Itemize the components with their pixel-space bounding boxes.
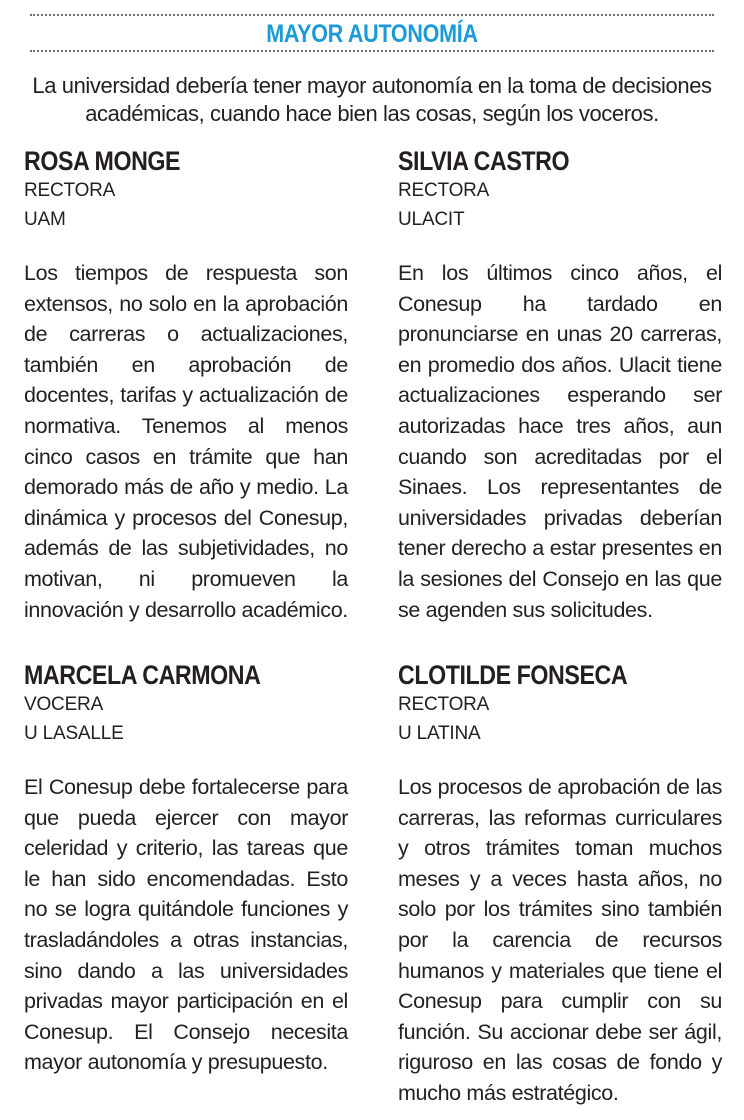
spokesperson-name: MARCELA CARMONA [24,660,261,690]
spokesperson-card [398,146,722,625]
spokesperson-card [24,660,348,1078]
spokesperson-institution: U LASALLE [24,723,124,744]
spokesperson-institution: U LATINA [398,723,481,744]
intro-text: La universidad debería tener mayor autonomía en la toma de decisiones académicas, cuando hace bien las cosas, según los voceros. [32,73,712,126]
spokesperson-role: RECTORA [398,694,490,715]
spokesperson-institution: UAM [24,209,66,230]
spokesperson-role: RECTORA [398,180,490,201]
spokesperson-name: ROSA MONGE [24,146,181,176]
spokesperson-quote: Los tiempos de respuesta son extensos, no solo en la aprobación de carreras o actualizaciones, también en aprobación de docentes, tarifas y actualización de normativa. Tenemos al menos cinco casos en trámite que han demorado más de año y medio. La dinámica y procesos del Conesup, además de las subjetividades, no motivan, ni promueven la innovación y desarrollo académico. [24,261,348,622]
spokesperson-name: CLOTILDE FONSECA [398,660,628,690]
spokesperson-institution: ULACIT [398,209,465,230]
dotted-rule-bottom [30,50,714,52]
spokesperson-quote: Los procesos de aprobación de las carreras, las reformas curriculares y otros trámites toman muchos meses y a veces hasta años, no solo por los trámites sino también por la carencia de recursos humanos y materiales que tiene el Conesup para cumplir con su función. Su accionar debe ser ágil, riguroso en las cosas de fondo y mucho más estratégico. [398,775,722,1105]
section-title: MAYOR AUTONOMÍA [266,20,478,48]
spokesperson-quote: El Conesup debe fortalecerse para que pueda ejercer con mayor celeridad y criterio, las tareas que le han sido encomendadas. Esto no se logra quitándole funciones y trasladándoles a otras instancias, sino dando a las universidades privadas mayor participación en el Conesup. El Consejo necesita mayor autonomía y presupuesto. [24,775,348,1075]
spokesperson-role: RECTORA [24,180,116,201]
spokesperson-name: SILVIA CASTRO [398,146,570,176]
spokesperson-role: VOCERA [24,694,104,715]
spokesperson-card [24,146,348,625]
spokesperson-quote: En los últimos cinco años, el Conesup ha tardado en pronunciarse en unas 20 carreras, en promedio dos años. Ulacit tiene actualizaciones esperando ser autorizadas hace tres años, aun cuando son acreditadas por el Sinaes. Los representantes de universidades privadas deberían tener derecho a estar presentes en la sesiones del Consejo en las que se agenden sus solicitudes. [398,261,722,622]
spokesperson-card [398,660,722,1109]
dotted-rule-top [30,14,714,16]
